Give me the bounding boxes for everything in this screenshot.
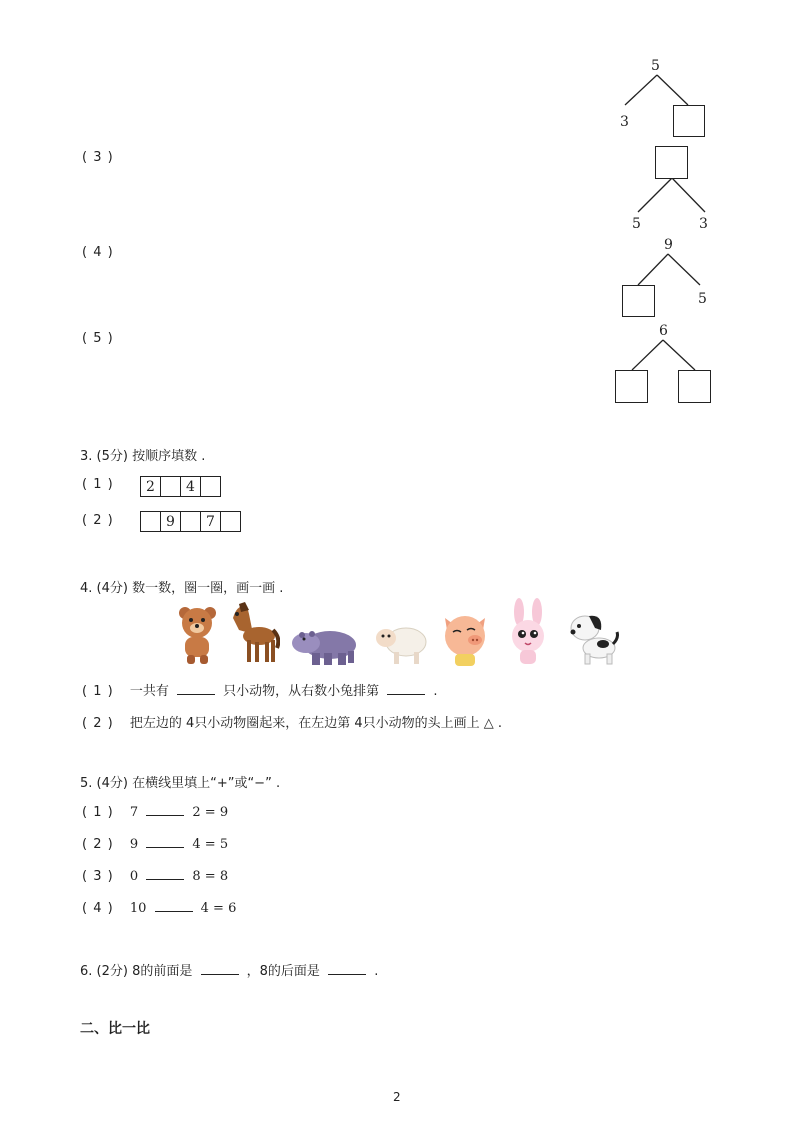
q5-row-label: ( 1 ) [82, 805, 114, 820]
q5-left-operand: 7 [129, 805, 139, 820]
q3-sub2-label: ( 2 ) [82, 513, 114, 528]
q4-sub1 [82, 680, 438, 699]
q5-row [82, 803, 228, 820]
q5-row [82, 867, 228, 884]
tree-line [668, 254, 700, 285]
q4-sub1-text-c: . [433, 684, 438, 699]
tree3-right-number: 3 [699, 216, 708, 232]
tree2-left-number: 3 [620, 114, 629, 130]
page-number: 2 [393, 1090, 401, 1104]
q6-text-b: ，8的后面是 [246, 964, 320, 979]
tree4-answer-box[interactable] [622, 285, 655, 317]
section-title: 二、比一比 [80, 1021, 150, 1037]
tree-line [638, 178, 672, 212]
tree4-top-number: 9 [664, 237, 673, 253]
q2-sub4-label: ( 4 ) [82, 245, 114, 260]
tree4-right-number: 5 [698, 291, 707, 307]
q2-sub3-label: ( 3 ) [82, 150, 114, 165]
tree2-answer-box[interactable] [673, 105, 705, 137]
horse-icon [225, 600, 280, 666]
q6 [80, 960, 378, 979]
q5-title: 5. (4分) 在横线里填上“+”或“−” . [80, 776, 281, 791]
q3-sub1-cells [140, 476, 221, 497]
pig-icon [437, 610, 493, 668]
tree-diagrams [0, 0, 794, 420]
sequence-cell[interactable] [220, 511, 241, 532]
q6-text-a: 6. (2分) 8的前面是 [80, 964, 193, 979]
q5-row-label: ( 4 ) [82, 901, 114, 916]
tree-line [657, 75, 688, 105]
sequence-cell[interactable] [180, 511, 201, 532]
tree-line [638, 254, 668, 285]
sequence-cell[interactable] [200, 476, 221, 497]
q3-sub1-label: ( 1 ) [82, 477, 114, 492]
tree-line [663, 340, 695, 370]
sequence-cell[interactable] [140, 511, 161, 532]
hippo-icon [290, 625, 358, 667]
sequence-cell[interactable] [160, 476, 181, 497]
operator-blank[interactable] [146, 835, 184, 848]
q4-title: 4. (4分) 数一数，圈一圈，画一画 . [80, 581, 284, 596]
tree-line [672, 178, 705, 212]
q2-sub5-label: ( 5 ) [82, 331, 114, 346]
tree5-right-box[interactable] [678, 370, 711, 403]
sequence-cell: 9 [160, 511, 181, 532]
tree3-left-number: 5 [632, 216, 641, 232]
tree-line [632, 340, 663, 370]
sequence-cell: 4 [180, 476, 201, 497]
bear-icon [175, 603, 220, 665]
q4-sub1-label: ( 1 ) [82, 684, 114, 699]
dog-icon [567, 610, 619, 666]
q5-right-expr: 4 = 6 [200, 901, 237, 916]
q5-row [82, 899, 236, 916]
q4-sub2 [82, 712, 502, 731]
rabbit-icon [505, 598, 551, 666]
answer-blank[interactable] [328, 962, 366, 975]
answer-blank[interactable] [387, 682, 425, 695]
q5-row [82, 835, 228, 852]
q4-sub2-text: 把左边的 4只小动物圈起来，在左边第 4只小动物的头上画上 △ . [129, 716, 503, 731]
q4-sub1-text-b: 只小动物，从右数小兔排第 [223, 684, 380, 699]
operator-blank[interactable] [146, 803, 184, 816]
tree3-answer-box[interactable] [655, 146, 688, 179]
q5-row-label: ( 2 ) [82, 837, 114, 852]
q5-row-label: ( 3 ) [82, 869, 114, 884]
q3-title: 3. (5分) 按顺序填数 . [80, 449, 206, 464]
q5-left-operand: 0 [129, 869, 139, 884]
tree2-top-number: 5 [651, 58, 660, 74]
q3-sub2-cells [140, 511, 241, 532]
tree5-left-box[interactable] [615, 370, 648, 403]
q4-sub2-label: ( 2 ) [82, 716, 114, 731]
q5-right-expr: 4 = 5 [192, 837, 229, 852]
tree-line [625, 75, 657, 105]
sequence-cell: 7 [200, 511, 221, 532]
q5-left-operand: 9 [129, 837, 139, 852]
q5-right-expr: 2 = 9 [192, 805, 229, 820]
q5-right-expr: 8 = 8 [192, 869, 229, 884]
q6-text-c: . [374, 964, 379, 979]
q4-sub1-text-a: 一共有 [129, 684, 169, 699]
operator-blank[interactable] [155, 899, 193, 912]
answer-blank[interactable] [177, 682, 215, 695]
operator-blank[interactable] [146, 867, 184, 880]
q5-left-operand: 10 [129, 901, 147, 916]
tree5-top-number: 6 [659, 323, 668, 339]
sheep-icon [372, 620, 430, 666]
answer-blank[interactable] [201, 962, 239, 975]
sequence-cell: 2 [140, 476, 161, 497]
